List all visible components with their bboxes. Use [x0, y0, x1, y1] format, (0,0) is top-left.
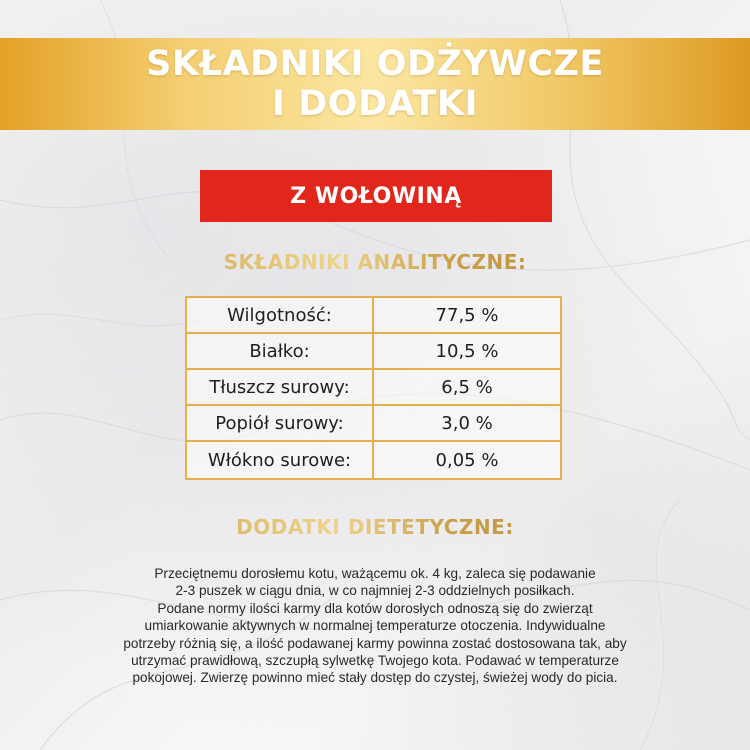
instructions-line: potrzeby różnią się, a ilość podawanej karmy powinna zostać dostosowana tak, aby	[123, 635, 627, 651]
nutrient-name: Wilgotność:	[187, 298, 374, 332]
nutrient-value: 0,05 %	[435, 449, 499, 471]
instructions-line: Podane normy ilości karmy dla kotów dorosłych odnoszą się do zwierząt	[157, 600, 593, 616]
nutrient-value: 6,5 %	[441, 376, 493, 398]
table-row	[187, 406, 560, 442]
table-row	[187, 298, 560, 334]
instructions-line: 2-3 puszek w ciągu dnia, w co najmniej 2-3 oddzielnych posiłkach.	[175, 583, 575, 599]
instructions-line: utrzymać prawidłową, szczupłą sylwetkę Twojego kota. Podawać w temperaturze	[131, 653, 619, 669]
nutrient-value: 77,5 %	[435, 304, 499, 326]
feeding-instructions	[70, 565, 680, 687]
table-row	[187, 442, 560, 478]
instructions-line: Przeciętnemu dorosłemu kotu, ważącemu ok. 4 kg, zaleca się podawanie	[154, 566, 596, 581]
analytic-section-title: SKŁADNIKI ANALITYCZNE:	[0, 250, 750, 274]
page-title-line1: SKŁADNIKI ODŻYWCZE	[146, 44, 604, 84]
nutrient-name: Włókno surowe:	[187, 442, 374, 478]
instructions-line: umiarkowanie aktywnych w normalnej temperaturze otoczenia. Indywidualne	[144, 618, 606, 634]
page-title-line2: I DODATKI	[272, 84, 478, 124]
nutrient-name: Tłuszcz surowy:	[187, 370, 374, 404]
instructions-line: pokojowej. Zwierzę powinno mieć stały dostęp do czystej, świeżej wody do picia.	[132, 670, 618, 686]
flavor-label: Z WOŁOWINĄ	[290, 183, 462, 209]
additives-section-title: DODATKI DIETETYCZNE:	[0, 515, 750, 539]
nutrient-name: Popiół surowy:	[187, 406, 374, 440]
nutrient-value: 10,5 %	[435, 340, 499, 362]
nutrient-value: 3,0 %	[441, 412, 493, 434]
title-banner	[0, 38, 750, 130]
table-row	[187, 334, 560, 370]
analytic-table	[185, 296, 562, 480]
table-row	[187, 370, 560, 406]
flavor-badge	[200, 170, 552, 222]
nutrient-name: Białko:	[187, 334, 374, 368]
